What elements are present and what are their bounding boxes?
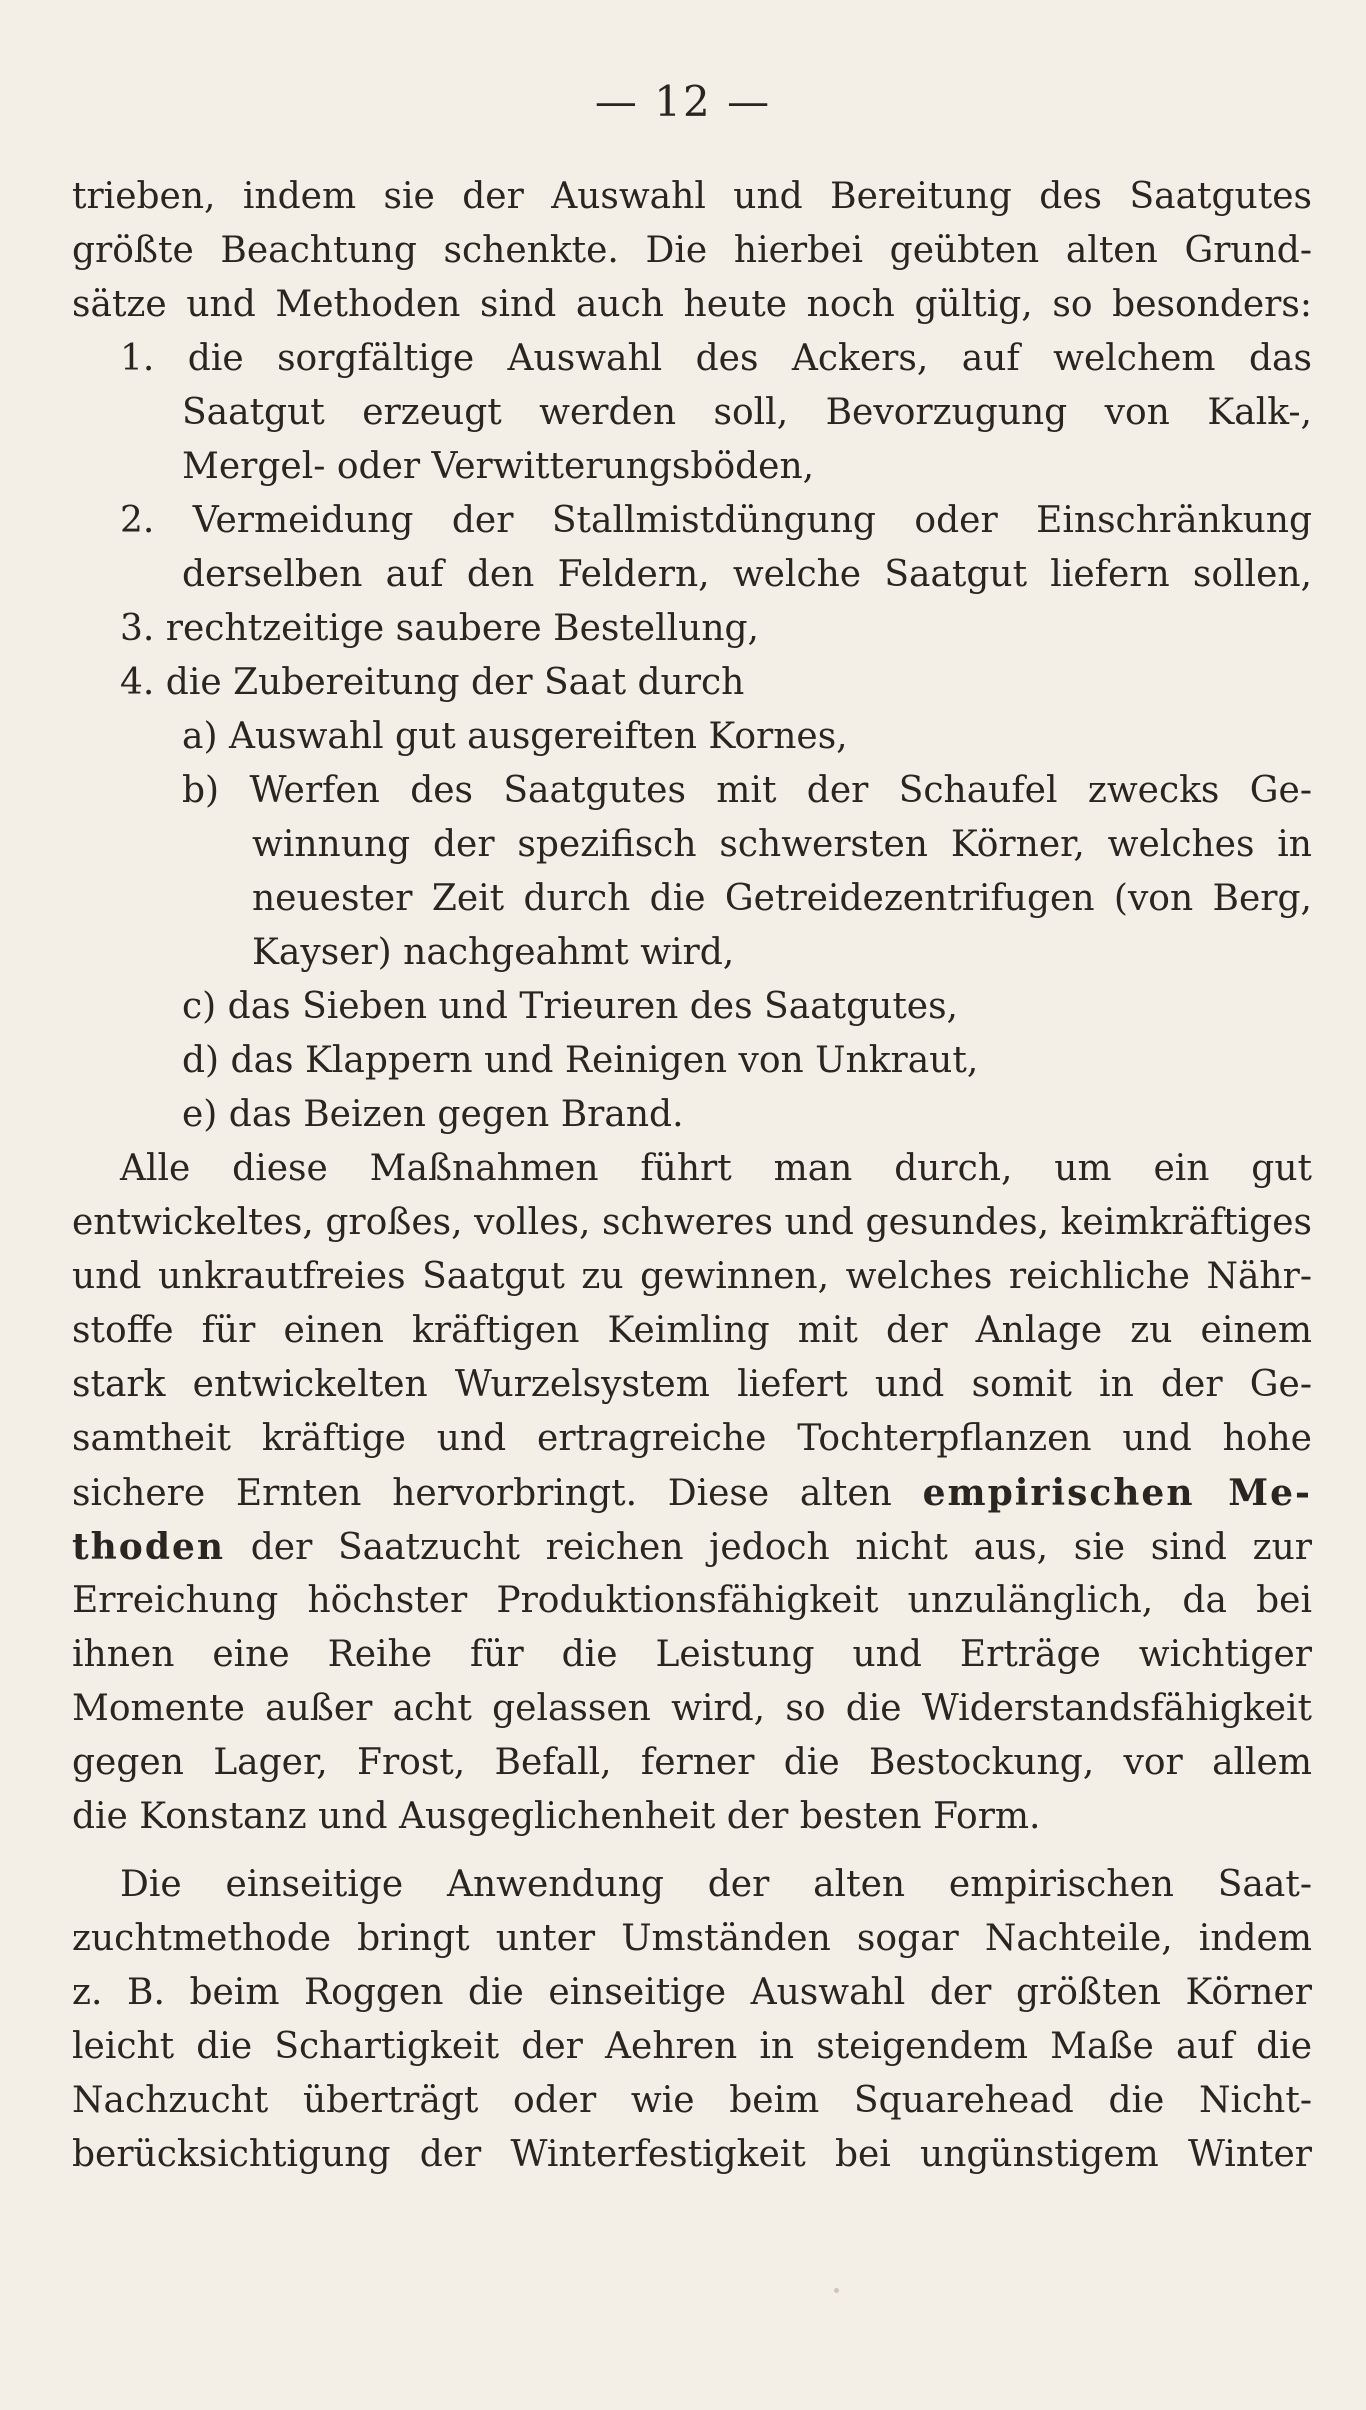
text-line (72, 818, 1312, 872)
text-line (72, 1628, 1312, 1682)
line-text: ihnen eine Reihe für die Leistung und Erträge wichtiger (72, 1634, 1312, 1675)
text-line (72, 332, 1312, 386)
text-line (72, 278, 1312, 332)
line-text: Mergel- oder Verwitterungsböden, (182, 446, 815, 487)
line-text: der Saatzucht reichen jedoch nicht aus, sie sind zur (225, 1527, 1312, 1568)
text-line (72, 224, 1312, 278)
text-line (72, 1682, 1312, 1736)
text-line (72, 386, 1312, 440)
text-line (72, 440, 1312, 494)
line-text: derselben auf den Feldern, welche Saatgut liefern sollen, (182, 554, 1312, 595)
text-line (72, 1912, 1312, 1966)
line-text: b) Werfen des Saatgutes mit der Schaufel zwecks Ge- (182, 770, 1312, 811)
text-line (72, 1088, 1312, 1142)
text-line (72, 602, 1312, 656)
line-text: entwickeltes, großes, volles, schweres und gesundes, keimkräftiges (72, 1202, 1312, 1243)
text-line (72, 2020, 1312, 2074)
line-text: sichere Ernten hervorbringt. Diese alten (72, 1473, 923, 1514)
line-text: leicht die Schartigkeit der Aehren in steigendem Maße auf die (72, 2026, 1312, 2067)
line-text: sätze und Methoden sind auch heute noch gültig, so besonders: (72, 284, 1312, 325)
line-text: stark entwickelten Wurzelsystem liefert und somit in der Ge- (72, 1364, 1312, 1405)
line-text: winnung der spezifisch schwersten Körner, welches in (252, 824, 1312, 865)
line-text: gegen Lager, Frost, Befall, ferner die Bestockung, vor allem (72, 1742, 1312, 1783)
line-text: Die einseitige Anwendung der alten empirischen Saat- (120, 1864, 1312, 1905)
line-text: 4. die Zubereitung der Saat durch (120, 662, 745, 703)
text-line (72, 1358, 1312, 1412)
line-text: Nachzucht überträgt oder wie beim Squarehead die Nicht- (72, 2080, 1312, 2121)
line-text: Saatgut erzeugt werden soll, Bevorzugung von Kalk-, (182, 392, 1312, 433)
text-line (72, 926, 1312, 980)
text-line (72, 1304, 1312, 1358)
text-line (72, 1520, 1312, 1574)
text-line (72, 1412, 1312, 1466)
text-line (72, 764, 1312, 818)
page-number: — 12 — (594, 77, 772, 126)
line-text: e) das Beizen gegen Brand. (182, 1094, 684, 1135)
line-text: 3. rechtzeitige saubere Bestellung, (120, 608, 759, 649)
text-line (72, 2074, 1312, 2128)
text-line (72, 710, 1312, 764)
line-text: d) das Klappern und Reinigen von Unkraut, (182, 1040, 979, 1081)
text-line (72, 1250, 1312, 1304)
line-text: Alle diese Maßnahmen führt man durch, um ein gut (120, 1148, 1312, 1189)
line-text: Kayser) nachgeahmt wird, (252, 932, 735, 973)
line-text: zuchtmethode bringt unter Umständen sogar Nachteile, indem (72, 1918, 1312, 1959)
line-text: die Konstanz und Ausgeglichenheit der besten Form. (72, 1796, 1041, 1837)
line-text: a) Auswahl gut ausgereiften Kornes, (182, 716, 848, 757)
line-text: Erreichung höchster Produktionsfähigkeit unzulänglich, da bei (72, 1580, 1312, 1621)
text-line (72, 1574, 1312, 1628)
page-body-text (72, 170, 1312, 2182)
text-line (72, 656, 1312, 710)
text-line (72, 2128, 1312, 2182)
text-line (72, 872, 1312, 926)
line-text: 1. die sorgfältige Auswahl des Ackers, auf welchem das (120, 338, 1312, 379)
line-text: c) das Sieben und Trieuren des Saatgutes, (182, 986, 959, 1027)
text-line (72, 1142, 1312, 1196)
emphasized-term: thoden (72, 1526, 226, 1568)
emphasized-term: empirischen Me- (922, 1472, 1313, 1514)
text-line (72, 548, 1312, 602)
line-text: größte Beachtung schenkte. Die hierbei geübten alten Grund- (72, 230, 1312, 271)
paper-speck (834, 2288, 839, 2293)
line-text: trieben, indem sie der Auswahl und Bereitung des Saatgutes (72, 176, 1312, 217)
text-line (72, 1790, 1312, 1844)
text-line (72, 1196, 1312, 1250)
text-line (72, 1034, 1312, 1088)
line-text: berücksichtigung der Winterfestigkeit bei ungünstigem Winter (72, 2134, 1312, 2175)
text-line (72, 494, 1312, 548)
line-text: z. B. beim Roggen die einseitige Auswahl der größten Körner (72, 1972, 1312, 2013)
text-line (72, 1466, 1312, 1520)
text-line (72, 1966, 1312, 2020)
line-text: und unkrautfreies Saatgut zu gewinnen, welches reichliche Nähr- (72, 1256, 1312, 1297)
text-line (72, 1858, 1312, 1912)
text-line (72, 170, 1312, 224)
text-line (72, 980, 1312, 1034)
line-text: Momente außer acht gelassen wird, so die Widerstandsfähigkeit (72, 1688, 1312, 1729)
line-text: stoffe für einen kräftigen Keimling mit der Anlage zu einem (72, 1310, 1312, 1351)
line-text: 2. Vermeidung der Stallmistdüngung oder Einschränkung (120, 500, 1312, 541)
line-text: neuester Zeit durch die Getreidezentrifugen (von Berg, (252, 878, 1312, 919)
line-text: samtheit kräftige und ertragreiche Tochterpflanzen und hohe (72, 1418, 1312, 1459)
text-line (72, 1736, 1312, 1790)
